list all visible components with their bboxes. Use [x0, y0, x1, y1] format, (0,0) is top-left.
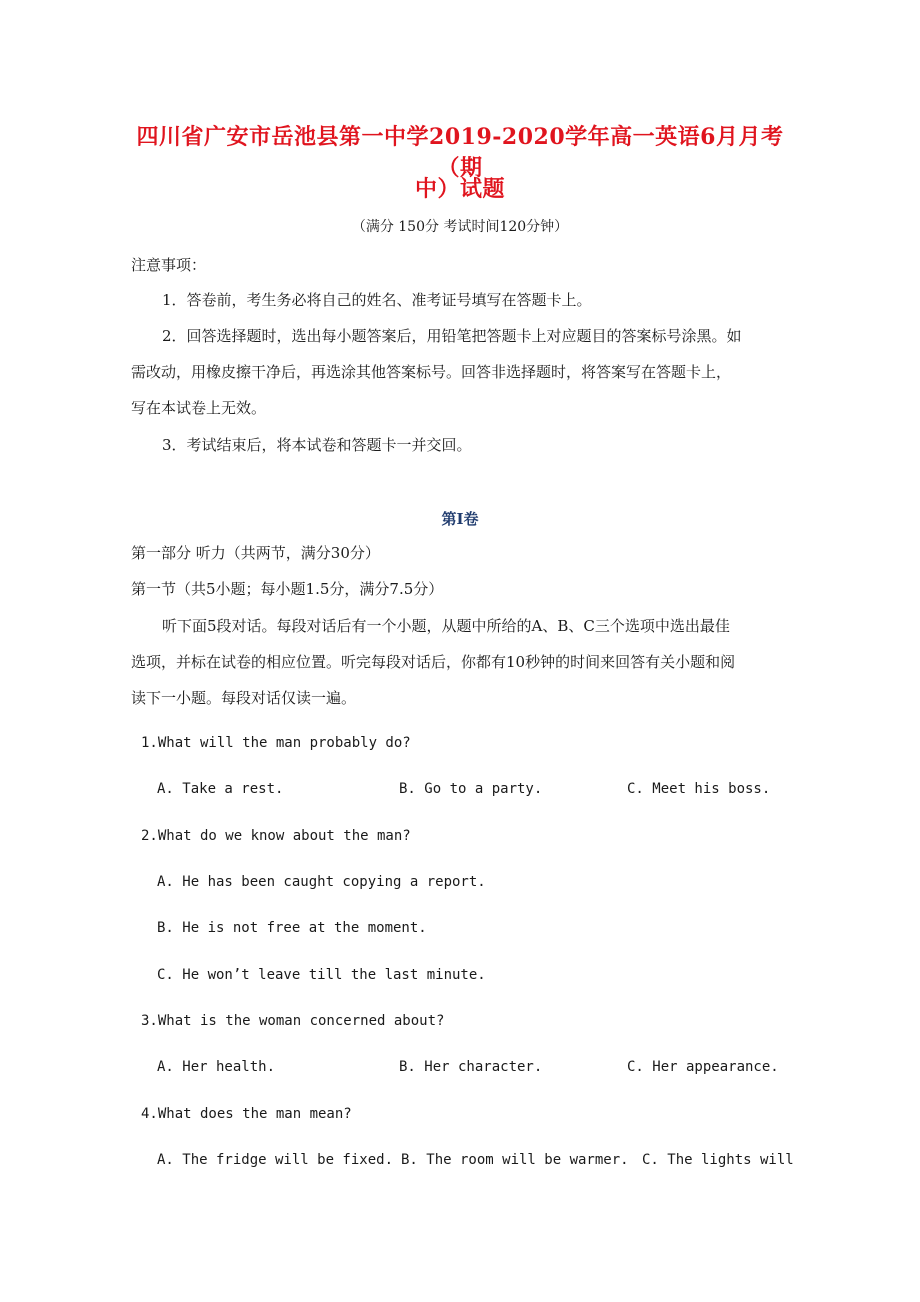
question-number: 4.	[141, 1106, 158, 1122]
exam-title-line2: 中）试题	[414, 176, 505, 202]
question-text: What will the man probably do?	[157, 735, 411, 751]
q3-option-c: C. Her appearance.	[627, 1059, 779, 1075]
notice-item-2-line1: 2．回答选择题时，选出每小题答案后，用铅笔把答题卡上对应题目的答案标号涂黑。如	[162, 327, 742, 345]
question-number: 2.	[141, 828, 158, 844]
notice-item-1: 1．答卷前，考生务必将自己的姓名、准考证号填写在答题卡上。	[162, 291, 592, 309]
question-text: What does the man mean?	[157, 1106, 352, 1122]
section1-heading: 第一节（共5小题；每小题1.5分，满分7.5分）	[131, 580, 444, 598]
q3-option-a: A. Her health.	[157, 1059, 276, 1075]
part1-heading: 第一部分 听力（共两节，满分30分）	[131, 544, 380, 562]
question-number: 1.	[141, 735, 158, 751]
q1-option-c: C. Meet his boss.	[627, 781, 771, 797]
instruction-line3: 读下一小题。每段对话仅读一遍。	[131, 689, 357, 707]
question-text: What do we know about the man?	[157, 828, 411, 844]
question-3	[141, 1013, 444, 1029]
exam-subtitle: （满分 150分 考试时间120分钟）	[351, 219, 569, 235]
question-2	[141, 828, 411, 844]
instruction-line2: 选项，并标在试卷的相应位置。听完每段对话后，你都有10秒钟的时间来回答有关小题和阅	[131, 653, 736, 671]
q4-option-a: A. The fridge will be fixed.	[157, 1152, 394, 1168]
q2-option-b: B. He is not free at the moment.	[157, 920, 427, 936]
notice-heading: 注意事项：	[131, 256, 207, 274]
question-1	[141, 735, 411, 751]
exam-title-line1: 四川省广安市岳池县第一中学2019-2020学年高一英语6月月考（期	[136, 124, 784, 181]
notice-item-2-line2: 需改动，用橡皮擦干净后，再选涂其他答案标号。回答非选择题时，将答案写在答题卡上，	[131, 363, 732, 381]
instruction-line1: 听下面5段对话。每段对话后有一个小题，从题中所给的A、B、C三个选项中选出最佳	[162, 617, 730, 635]
question-text: What is the woman concerned about?	[157, 1013, 445, 1029]
notice-item-3: 3．考试结束后，将本试卷和答题卡一并交回。	[162, 436, 472, 454]
notice-item-2-line3: 写在本试卷上无效。	[131, 399, 267, 417]
q2-option-a: A. He has been caught copying a report.	[157, 874, 486, 890]
q2-option-c: C. He won’t leave till the last minute.	[157, 967, 486, 983]
q4-option-b: B. The room will be warmer.	[401, 1152, 629, 1168]
q3-option-b: B. Her character.	[399, 1059, 543, 1075]
q1-option-b: B. Go to a party.	[399, 781, 543, 797]
q1-option-a: A. Take a rest.	[157, 781, 284, 797]
question-number: 3.	[141, 1013, 158, 1029]
q4-option-c: C. The lights will	[642, 1152, 794, 1168]
question-4	[141, 1106, 352, 1122]
volume-title: 第Ⅰ卷	[441, 510, 479, 528]
